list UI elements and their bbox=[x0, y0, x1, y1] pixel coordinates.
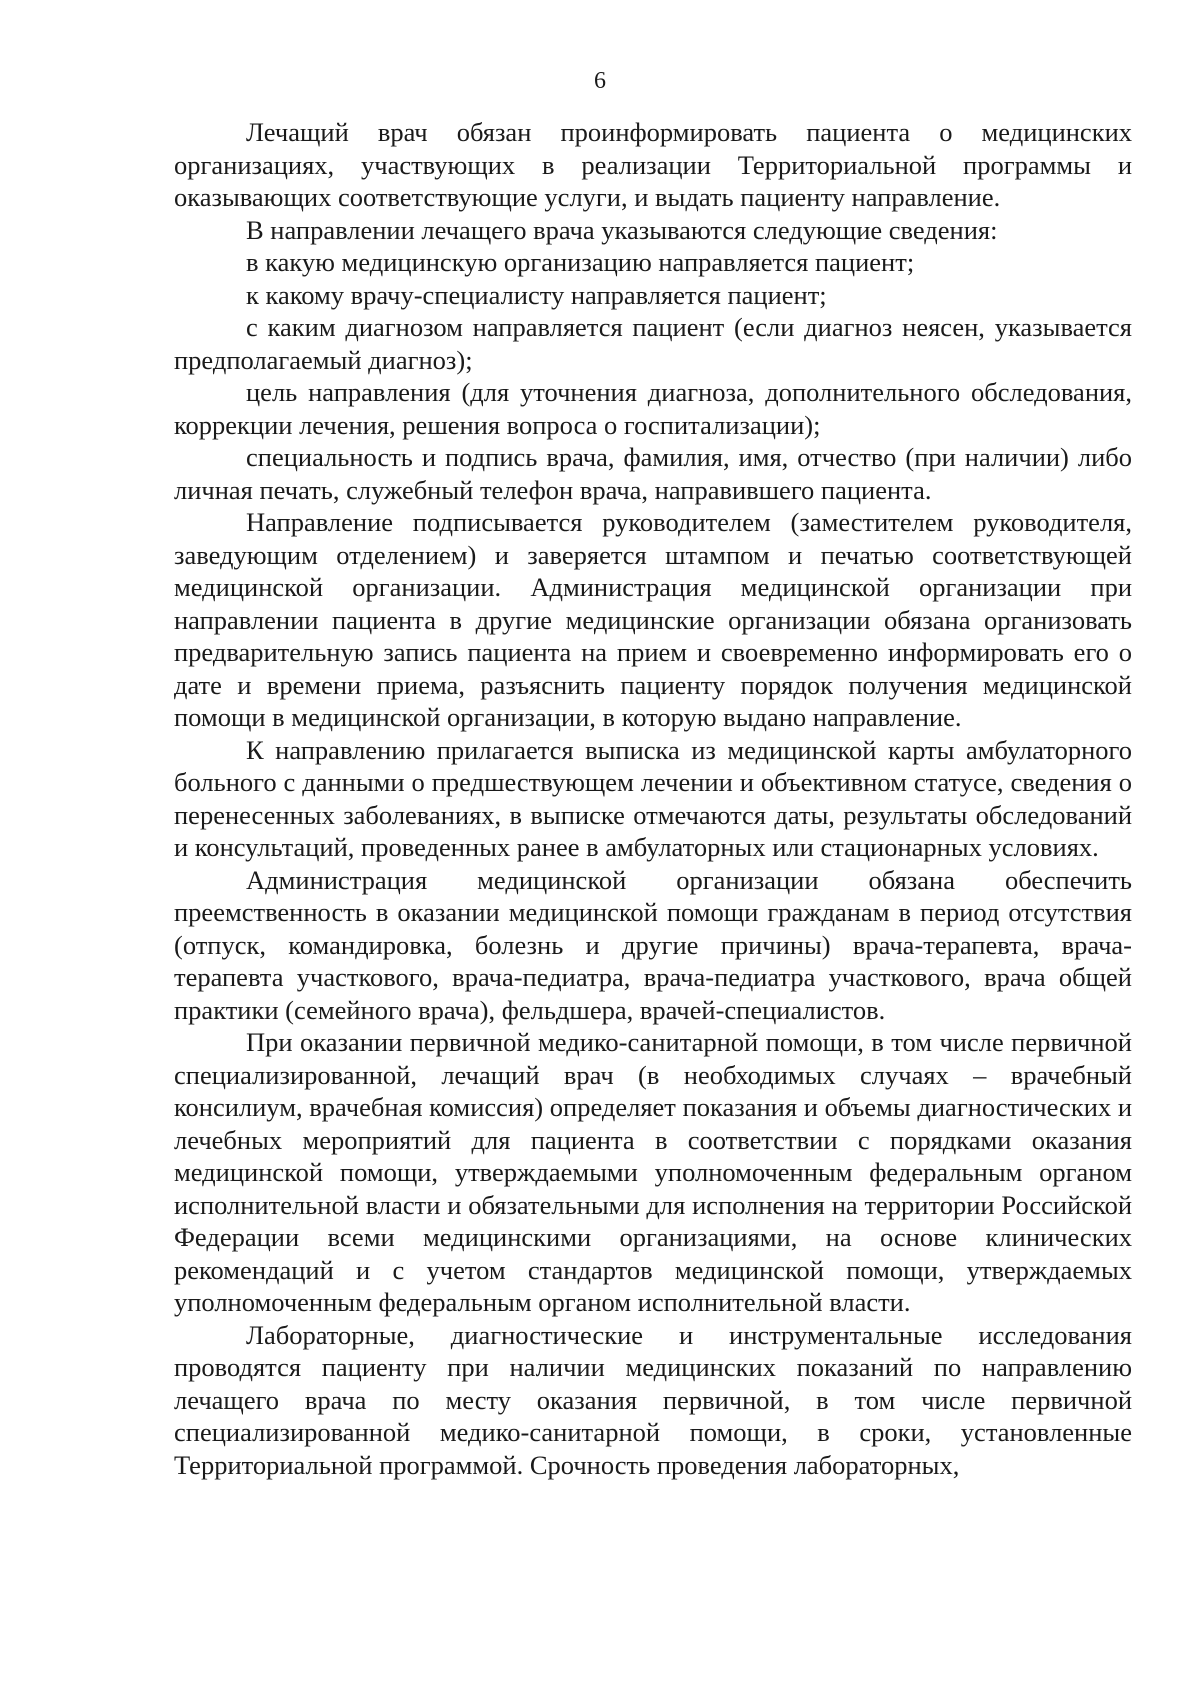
paragraph-referral-specialist: к какому врачу-специалисту направляется пациент; bbox=[246, 279, 827, 310]
paragraph-continuity-of-care: Администрация медицинской организации обязана обеспечить преемственность в оказании медицинской помощи гражданам в период отсутствия (отпуск, командировка, болезнь и другие причины) врача-терапевта, врача-терапевта участкового, врача-педиатра, врача-педиатра участкового, врача общей практики (семейного врача), фельдшера, врачей-специалистов. bbox=[174, 864, 1132, 1025]
paragraph-referral-purpose: цель направления (для уточнения диагноза, дополнительного обследования, коррекции лечения, решения вопроса о госпитализации); bbox=[174, 377, 1132, 440]
paragraph-referral-signing: Направление подписывается руководителем (заместителем руководителя, заведующим отделением) и заверяется штампом и печатью соответствующей медицинской организации. Администрация медицинской организации при направлении пациента в другие медицинские организации обязана организовать предварительную запись пациента на прием и своевременно информировать его о дате и времени приема, разъяснить пациенту порядок получения медицинской помощи в медицинской организации, в которую выдано направление. bbox=[174, 507, 1132, 732]
page-number: 6 bbox=[594, 68, 606, 94]
paragraph-referral-diagnosis: с каким диагнозом направляется пациент (если диагноз неясен, указывается предполагаемый диагноз); bbox=[174, 312, 1132, 375]
paragraph-referral-contents: В направлении лечащего врача указываются следующие сведения: bbox=[246, 214, 998, 245]
paragraph-medical-extract: К направлению прилагается выписка из медицинской карты амбулаторного больного с данными о предшествующем лечении и объективном статусе, сведения о перенесенных заболеваниях, в выписке отмечаются даты, результаты обследований и консультаций, проведенных ранее в амбулаторных или стационарных условиях. bbox=[174, 734, 1132, 862]
paragraph-inform-patient: Лечащий врач обязан проинформировать пациента о медицинских организациях, участвующих в реализации Территориальной программы и оказывающих соответствующие услуги, и выдать пациенту направление. bbox=[174, 117, 1132, 212]
paragraph-referral-organization: в какую медицинскую организацию направляется пациент; bbox=[246, 247, 915, 277]
paragraph-primary-care-indications: При оказании первичной медико-санитарной помощи, в том числе первичной специализированной, лечащий врач (в необходимых случаях – врачебный консилиум, врачебная комиссия) определяет показания и объемы диагностических и лечебных мероприятий для пациента в соответствии с порядками оказания медицинской помощи, утверждаемыми уполномоченным федеральным органом исполнительной власти и обязательными для исполнения на территории Российской Федерации всеми медицинскими организациями, на основе клинических рекомендаций и с учетом стандартов медицинской помощи, утверждаемых уполномоченным федеральным органом исполнительной власти. bbox=[174, 1027, 1132, 1317]
document-body bbox=[174, 116, 1132, 1481]
paragraph-referral-signature: специальность и подпись врача, фамилия, имя, отчество (при наличии) либо личная печать, служебный телефон врача, направившего пациента. bbox=[174, 442, 1132, 505]
paragraph-laboratory-tests: Лабораторные, диагностические и инструментальные исследования проводятся пациенту при наличии медицинских показаний по направлению лечащего врача по месту оказания первичной, в том числе первичной специализированной медико-санитарной помощи, в сроки, установленные Территориальной программой. Срочность проведения лабораторных, bbox=[174, 1319, 1132, 1480]
